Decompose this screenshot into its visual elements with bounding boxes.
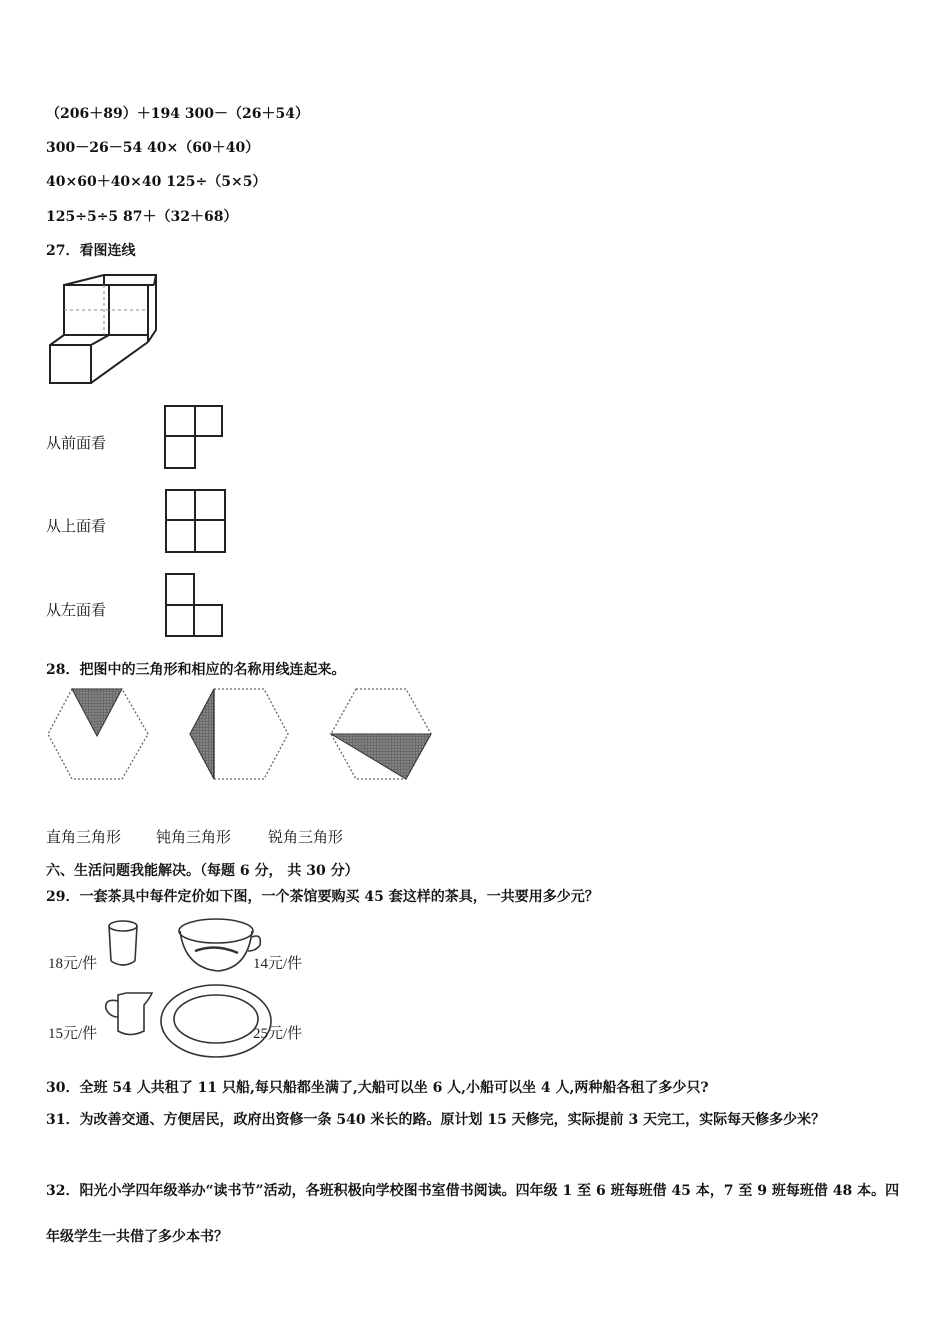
triangle-name-acute: 锐角三角形: [268, 828, 344, 846]
left-view-figure: [163, 571, 225, 639]
view-label-front: 从前面看: [46, 434, 107, 452]
top-view-figure: [163, 487, 229, 555]
view-label-left: 从左面看: [46, 601, 107, 619]
price-bowl: 14元/件: [253, 956, 303, 972]
price-jug: 15元/件: [48, 1026, 98, 1042]
expression-line-4: 125÷5÷5 87＋（32＋68）: [46, 209, 238, 225]
expression-line-3: 40×60＋40×40 125÷（5×5）: [46, 174, 267, 190]
triangle-name-obtuse: 钝角三角形: [156, 828, 232, 846]
view-label-top: 从上面看: [46, 517, 107, 535]
q32-text: 32．阳光小学四年级举办“读书节”活动，各班积极向学校图书室借书阅读。四年级 1 至 6 班每班借 45 本，7 至 9 班每班借 48 本。四年级学生一共借了多少本书？: [46, 1183, 900, 1245]
hexagons-figure: [44, 686, 444, 782]
expression-line-2: 300－26－54 40×（60＋40）: [46, 140, 260, 156]
right-triangle-shape: [331, 734, 431, 779]
q31-text: 31．为改善交通、方便居民，政府出资修一条 540 米长的路。原计划 15 天修完，实际提前 3 天完工，实际每天修多少米？: [46, 1112, 826, 1128]
front-view-figure: [163, 403, 225, 471]
expression-line-1: （206＋89）＋194 300－（26＋54）: [46, 106, 309, 122]
price-plate: 25元/件: [253, 1026, 303, 1042]
bowl-icon: [180, 931, 252, 971]
cube-stack-figure: [44, 270, 159, 390]
cup-icon: [109, 921, 137, 931]
price-cup: 18元/件: [48, 956, 98, 972]
section-6-heading: 六、生活问题我能解决。（每题 6 分， 共 30 分）: [46, 863, 359, 879]
acute-triangle-shape: [72, 689, 122, 736]
q28-title: 28．把图中的三角形和相应的名称用线连起来。: [46, 662, 346, 678]
triangle-name-right: 直角三角形: [46, 828, 122, 846]
q29-title: 29．一套茶具中每件定价如下图，一个茶馆要购买 45 套这样的茶具，一共要用多少元？: [46, 889, 599, 905]
q30-text: 30．全班 54 人共租了 11 只船,每只船都坐满了,大船可以坐 6 人,小船可以坐 4 人,两种船各租了多少只?: [46, 1080, 709, 1096]
jug-icon: [118, 993, 152, 1035]
obtuse-triangle-shape: [190, 689, 214, 779]
q27-title: 27．看图连线: [46, 243, 136, 259]
